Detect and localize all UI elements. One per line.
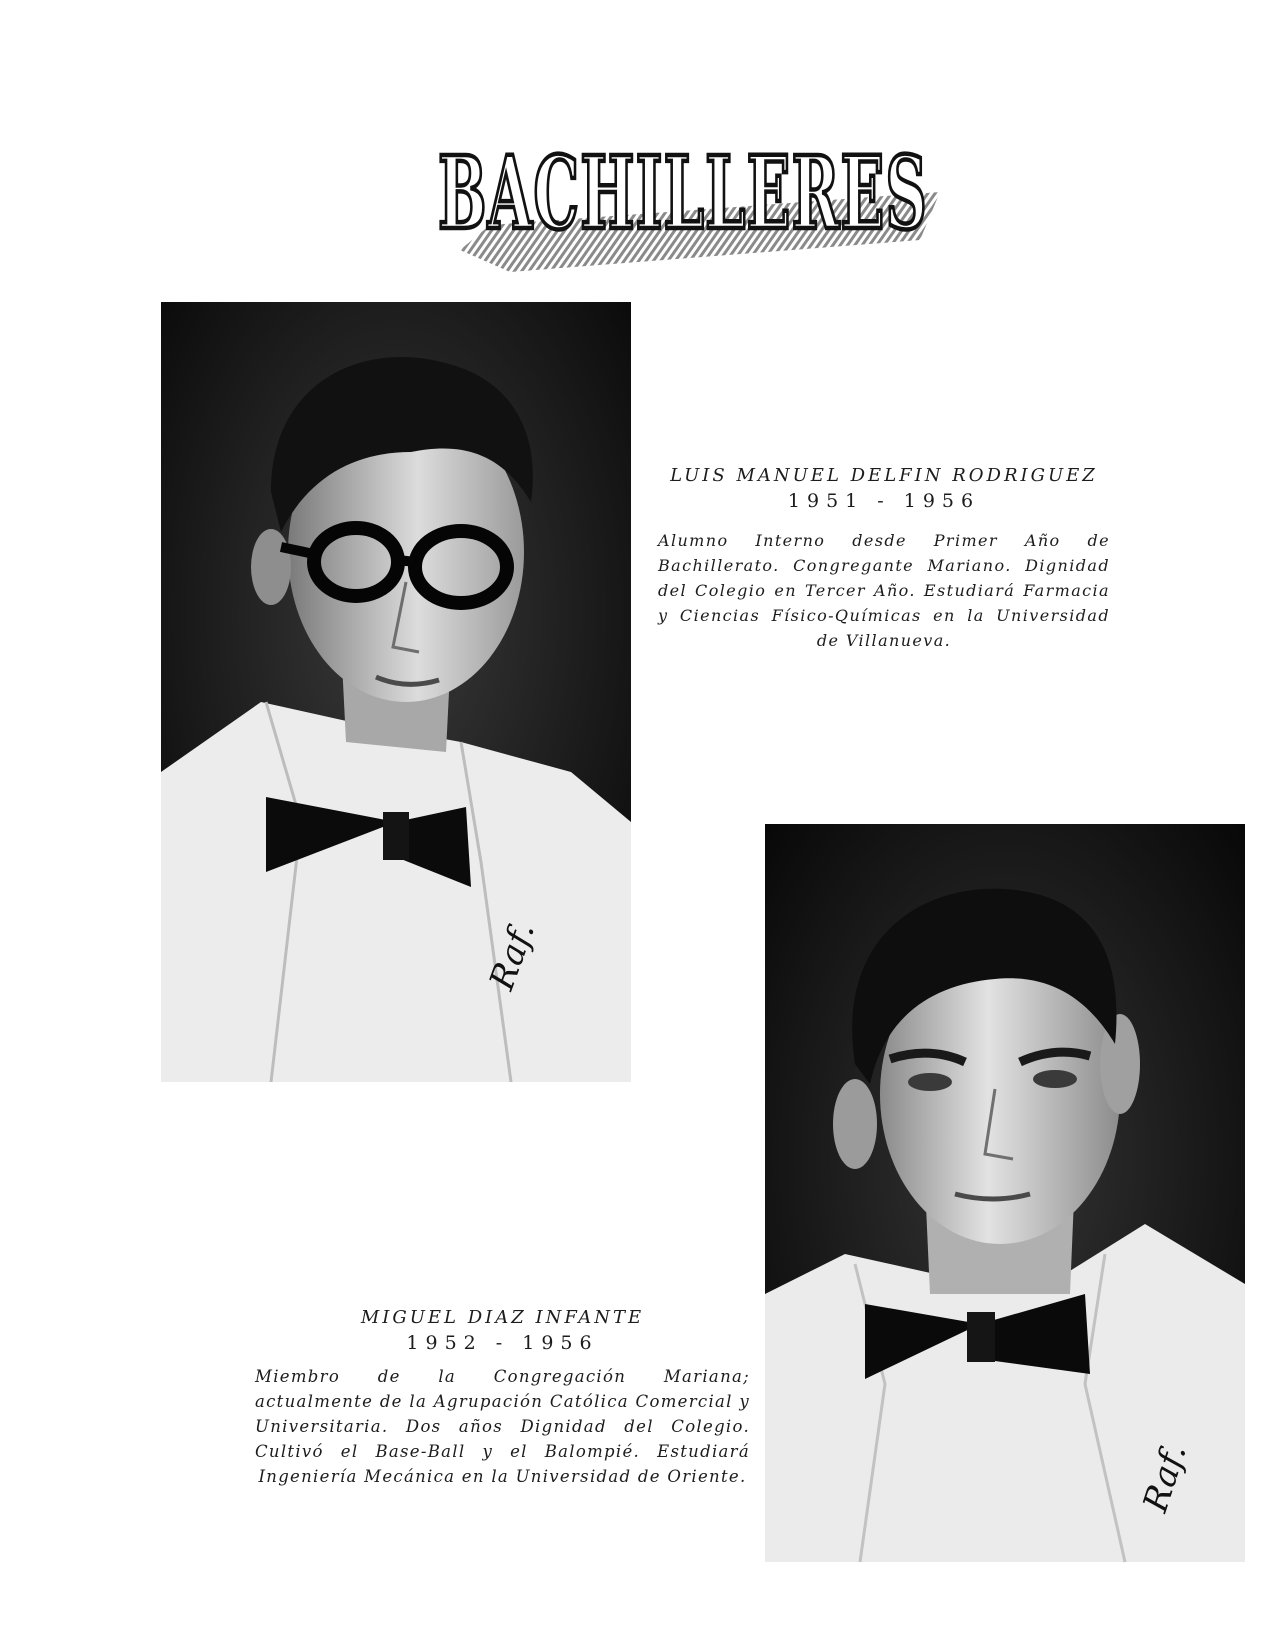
portrait-photo-miguel [765,824,1245,1562]
graduate-description: Alumno Interno desde Primer Año de Bachillerato. Congregante Mariano. Dignidad del Colegio en Tercer Año. Estudiará Farmacia y Ciencias Físico-Químicas en la Universidad de Villanueva. [658,531,1110,650]
graduate-bio-luis [658,464,1110,653]
graduate-description: Miembro de la Congregación Mariana; actualmente de la Agrupación Católica Comercial y Universitaria. Dos años Dignidad del Colegio. Cultivó el Base-Ball y el Balompié. Estudiará Ingeniería Mecánica en la Universidad de Oriente. [255,1367,750,1486]
portrait-photo-luis [161,302,631,1082]
graduate-name: MIGUEL DIAZ INFANTE [360,1307,645,1328]
photographer-signature-1: Raf. [481,916,544,996]
graduate-name: LUIS MANUEL DELFIN RODRIGUEZ [670,465,1098,486]
photographer-signature-2: Raf. [1135,1438,1195,1517]
graduate-years: 1951 - 1956 [787,490,981,512]
page-title [420,100,960,280]
graduate-bio-miguel [255,1306,750,1489]
page-title-art [420,100,960,280]
graduate-years: 1952 - 1956 [406,1332,599,1354]
page-title-text: BACHILLERES [438,134,928,252]
